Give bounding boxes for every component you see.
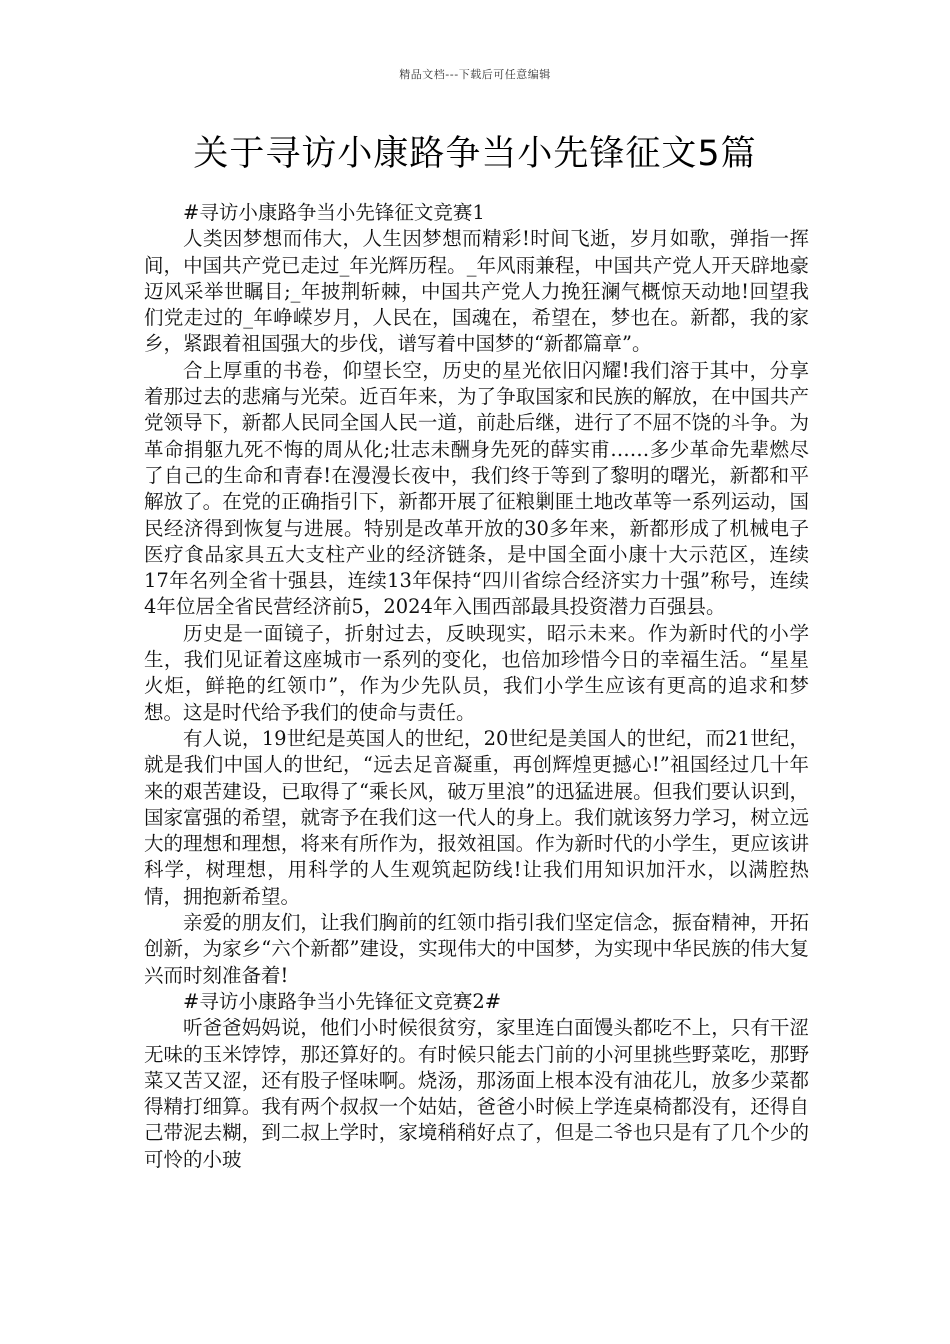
- paragraph: 听爸爸妈妈说，他们小时候很贫穷，家里连白面馒头都吃不上，只有干涩无味的玉米饽饽，那还算好的。有时候只能去门前的小河里挑些野菜吃，那野菜又苦又涩，还有股子怪味啊。烧汤，那汤面上根本没有油花儿，放多少菜都得精打细算。我有两个叔叔一个姑姑，爸爸小时候上学连桌椅都没有，还得自己带泥去糊，到二叔上学时，家境稍稍好点了，但是二爷也只是有了几个少的可怜的小玻: [144, 1016, 809, 1171]
- paragraph: 历史是一面镜子，折射过去，反映现实，昭示未来。作为新时代的小学生，我们见证着这座城市一系列的变化，也倍加珍惜今日的幸福生活。“星星火炬，鲜艳的红领巾”，作为少先队员，我们小学生应该有更高的追求和梦想。这是时代给予我们的使命与责任。: [144, 621, 809, 724]
- document-body: [144, 200, 809, 1173]
- paragraph: 人类因梦想而伟大，人生因梦想而精彩!时间飞逝，岁月如歌，弹指一挥间，中国共产党已走过_年光辉历程。_年风雨兼程，中国共产党人开天辟地豪迈风采举世瞩目;_年披荆斩棘，中国共产党人力挽狂澜气概惊天动地!回望我们党走过的_年峥嵘岁月，人民在，国魂在，希望在，梦也在。新都，我的家乡，紧跟着祖国强大的步伐，谱写着中国梦的“新都篇章”。: [144, 227, 809, 356]
- paragraph: 亲爱的朋友们，让我们胸前的红领巾指引我们坚定信念，振奋精神，开拓创新，为家乡“六个新都”建设，实现伟大的中国梦，为实现中华民族的伟大复兴而时刻准备着!: [144, 911, 809, 987]
- header-note: 精品文档---下载后可任意编辑: [399, 68, 551, 81]
- section-heading-1: #寻访小康路争当小先锋征文竞赛1: [183, 201, 485, 224]
- section-heading-2: #寻访小康路争当小先锋征文竞赛2#: [183, 989, 502, 1013]
- document-title: 关于寻访小康路争当小先锋征文5篇: [193, 134, 757, 174]
- paragraph: 有人说，19世纪是英国人的世纪，20世纪是美国人的世纪，而21世纪，就是我们中国人的世纪，“远去足音凝重，再创辉煌更撼心!”祖国经过几十年来的艰苦建设，已取得了“乘长风，破万里浪”的迅猛进展。但我们要认识到，国家富强的希望，就寄予在我们这一代人的身上。我们就该努力学习，树立远大的理想和理想，将来有所作为，报效祖国。作为新时代的小学生，更应该讲科学，树理想，用科学的人生观筑起防线!让我们用知识加汗水，以满腔热情，拥抱新希望。: [144, 726, 809, 908]
- paragraph: 合上厚重的书卷，仰望长空，历史的星光依旧闪耀!我们溶于其中，分享着那过去的悲痛与光荣。近百年来，为了争取国家和民族的解放，在中国共产党领导下，新都人民同全国人民一道，前赴后继，进行了不屈不饶的斗争。为革命捐躯九死不悔的周从化;壮志未酬身先死的薛实甫……多少革命先辈燃尽了自己的生命和青春!在漫漫长夜中，我们终于等到了黎明的曙光，新都和平解放了。在党的正确指引下，新都开展了征粮剿匪土地改革等一系列运动，国民经济得到恢复与进展。特别是改革开放的30多年来，新都形成了机械电子医疗食品家具五大支柱产业的经济链条，是中国全面小康十大示范区，连续17年名列全省十强县，连续13年保持“四川省综合经济实力十强”称号，连续4年位居全省民营经济前5，2024年入围西部最具投资潜力百强县。: [144, 358, 809, 619]
